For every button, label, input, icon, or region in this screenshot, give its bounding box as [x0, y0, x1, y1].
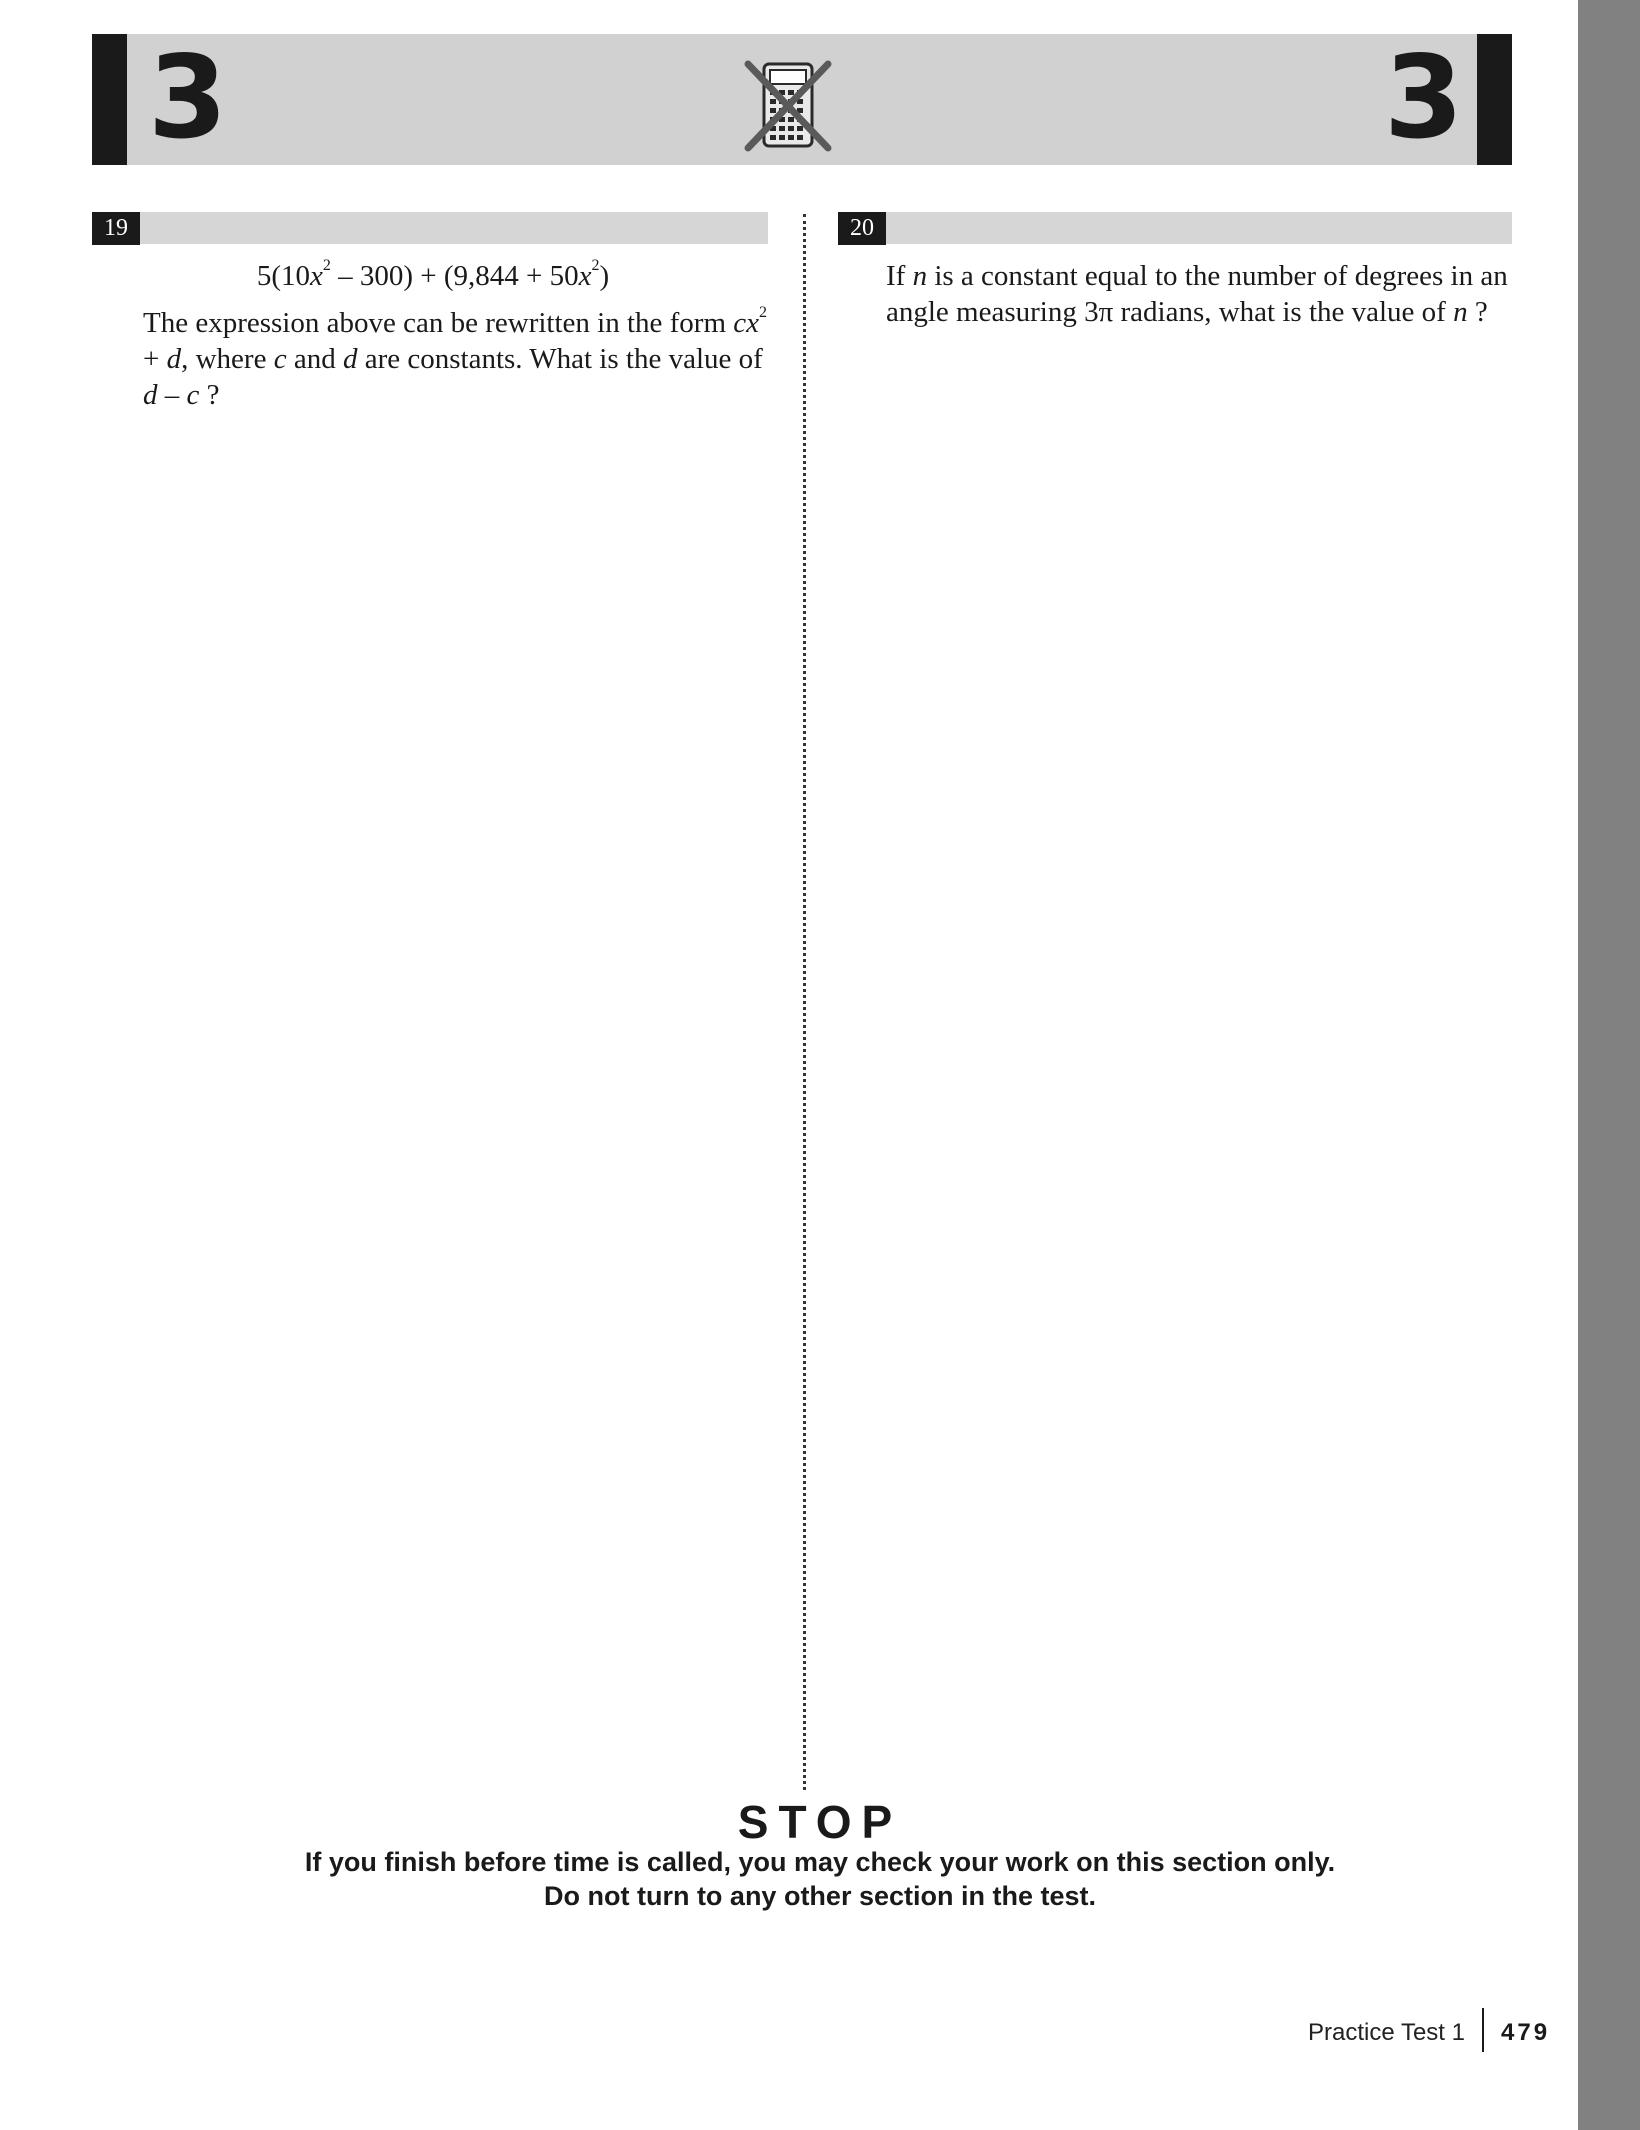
stop-instruction-line-1: If you finish before time is called, you may check your work on this section only. [304, 1847, 1336, 1877]
question-19-header-bar [92, 212, 768, 244]
stop-heading: STOP [737, 1796, 903, 1848]
question-19-number: 19 [92, 212, 140, 245]
no-calculator-icon [740, 58, 836, 154]
question-20-number: 20 [838, 212, 886, 245]
page-number: 479 [1501, 2019, 1551, 2046]
section-number-left: 3 [148, 31, 226, 164]
header-bar-right [1477, 34, 1512, 165]
question-20-text: If n is a constant equal to the number of degrees in an angle measuring 3π radians, what is the value of n ? [886, 260, 1508, 328]
footer-separator [1482, 2008, 1484, 2052]
footer-test-label: Practice Test 1 [1308, 2019, 1465, 2046]
question-20-header-bar [838, 212, 1512, 244]
section-number-right: 3 [1384, 31, 1462, 164]
question-19-expression: $5(10x^2 - 300) + (9,844 + 50x^2)$ [256, 257, 610, 292]
stop-instruction-line-2: Do not turn to any other section in the test. [543, 1881, 1096, 1911]
column-divider [803, 214, 806, 1790]
header-bar-left [92, 34, 127, 165]
question-19-text: The expression above can be rewritten in the form $cx^2 + d$, where c and d are constants. What is the value of d – c ? [143, 304, 768, 411]
